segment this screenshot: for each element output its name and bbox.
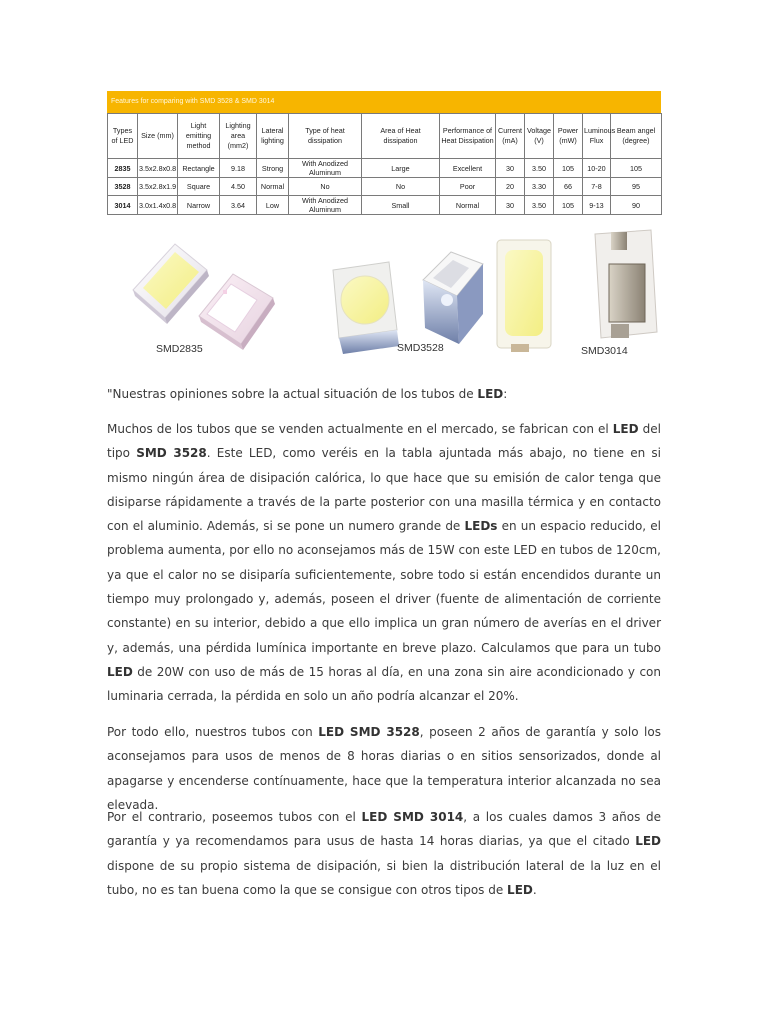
smd2835-back-chip-image — [199, 274, 275, 350]
table-cell: Small — [362, 196, 440, 215]
paragraph-2 — [107, 720, 661, 817]
bold-term: LED — [507, 882, 533, 897]
bold-term: LEDs — [464, 519, 498, 534]
table-cell: 3528 — [108, 178, 138, 196]
text-run: de 20W con uso de más de 15 horas al día, en una zona sin aire acondicionado y con luminaria cerrada, la pérdida en solo un año podría alcanzar el 20%. — [107, 664, 661, 704]
paragraph-3 — [107, 805, 661, 902]
table-cell: Normal — [440, 196, 496, 215]
comparison-table-image — [107, 91, 661, 214]
column-header: Luminous Flux — [583, 114, 611, 159]
column-header: Beam angel (degree) — [611, 114, 662, 159]
led-photos — [107, 228, 663, 364]
table-cell: 105 — [554, 159, 583, 178]
table-cell: With Anodized Aluminum — [289, 196, 362, 215]
text-run: . — [532, 882, 537, 897]
table-cell: 30 — [496, 196, 525, 215]
column-header: Light emitting method — [178, 114, 220, 159]
table-cell: 95 — [611, 178, 662, 196]
table-cell: Excellent — [440, 159, 496, 178]
table-cell: Square — [178, 178, 220, 196]
text-run: , a los cuales damos 3 años de garantía y ya recomendamos para usus de hasta 14 horas diarias, ya que el citado — [107, 810, 661, 849]
table-cell: 3.0x1.4x0.8 — [138, 196, 178, 215]
table-header-row — [108, 114, 662, 159]
table-cell: Large — [362, 159, 440, 178]
table-cell: 30 — [496, 159, 525, 178]
photo-label-smd2835: SMD2835 — [156, 343, 203, 355]
table-header-bar: Features for comparing with SMD 3528 & SMD 3014 — [107, 91, 661, 113]
smd3014-back-chip-image — [595, 230, 657, 338]
text-run: . Este LED, como veréis en la tabla ajuntada más abajo, no tiene en si mismo ningún área de disipación calórica, lo que hace que su emisión de calor tenga que disiparse rápidamente a través de la parte posterior con una masilla térmica y en contacto con el aluminio. Además, si se pone un numero grande de — [107, 446, 661, 534]
smd2835-front-chip-image — [133, 244, 209, 324]
column-header: Lighting area (mm2) — [220, 114, 257, 159]
table-cell: 3.5x2.8x0.8 — [138, 159, 178, 178]
text-run: : — [503, 387, 508, 401]
column-header: Voltage (V) — [525, 114, 554, 159]
smd3014-front-chip-image — [497, 240, 551, 352]
table-cell: 7-8 — [583, 178, 611, 196]
text-run: del tipo — [107, 422, 661, 461]
table-cell: Strong — [257, 159, 289, 178]
table-cell: 2835 — [108, 159, 138, 178]
table-cell: Low — [257, 196, 289, 215]
table-cell: With Anodized Aluminum — [289, 159, 362, 178]
column-header: Type of heat dissipation — [289, 114, 362, 159]
intro-paragraph — [107, 382, 661, 406]
column-header: Performance of Heat Dissipation — [440, 114, 496, 159]
table-cell: 9.18 — [220, 159, 257, 178]
bold-term: LED — [612, 422, 639, 436]
table-cell: 3014 — [108, 196, 138, 215]
bold-term: SMD 3528 — [136, 446, 207, 461]
bold-term: LED — [107, 664, 133, 679]
text-run: Por todo ello, nuestros tubos con — [107, 725, 319, 739]
table-cell: Poor — [440, 178, 496, 196]
comparison-table — [107, 113, 662, 215]
column-header: Area of Heat dissipation — [362, 114, 440, 159]
photo-label-smd3014: SMD3014 — [581, 345, 628, 357]
bold-term: LED — [635, 834, 661, 849]
intro-line — [107, 382, 661, 406]
table-cell: 105 — [554, 196, 583, 215]
table-cell: No — [289, 178, 362, 196]
table-cell: 90 — [611, 196, 662, 215]
column-header: Size (mm) — [138, 114, 178, 159]
table-cell: 3.30 — [525, 178, 554, 196]
table-row — [108, 178, 662, 196]
smd3528-front-chip-image — [333, 262, 399, 354]
column-header: Lateral lighting — [257, 114, 289, 159]
table-cell: 9-13 — [583, 196, 611, 215]
table-cell: 3.64 — [220, 196, 257, 215]
table-cell: Normal — [257, 178, 289, 196]
table-cell: 3.50 — [525, 196, 554, 215]
column-header: Power (mW) — [554, 114, 583, 159]
paragraph-2-text — [107, 720, 661, 817]
column-header: Types of LED — [108, 114, 138, 159]
text-run: en un espacio reducido, el problema aumenta, por ello no aconsejamos más de 15W con este LED en tubos de 120cm, ya que el calor no se disiparía suficientemente, sobre todo si están encendidos durante un tiempo muy prolongado y, además, poseen el driver (fuente de alimentación de corriente constante) en su interior, debido a que ello implica un gran número de averías en el driver y, además, una pérdida lumínica importante en breve plazo. Calculamos que para un tubo — [107, 519, 661, 655]
smd3528-back-chip-image — [423, 252, 483, 344]
text-run: , poseen 2 años de garantía y solo los aconsejamos para usos de menos de 8 horas diarias o en sitios sensorizados, donde al apagarse y encenderse contínuamente, hace que la temperatura interior alcanzada no sea elevada. — [107, 725, 661, 812]
table-cell: 4.50 — [220, 178, 257, 196]
table-cell: 3.5x2.8x1.9 — [138, 178, 178, 196]
table-cell: 105 — [611, 159, 662, 178]
paragraph-1-text — [107, 417, 661, 709]
text-run: Por el contrario, poseemos tubos con el — [107, 810, 362, 824]
text-run: dispone de su propio sistema de disipación, si bien la distribución lateral de la luz en el tubo, no es tan buena como la que se consigue con otros tipos de — [107, 858, 661, 897]
table-cell: Narrow — [178, 196, 220, 215]
bold-term: LED SMD 3528 — [318, 725, 420, 739]
table-cell: No — [362, 178, 440, 196]
paragraph-1 — [107, 417, 661, 709]
bold-term: LED — [477, 387, 504, 401]
table-cell: 66 — [554, 178, 583, 196]
photo-label-smd3528: SMD3528 — [397, 342, 444, 354]
table-cell: Rectangle — [178, 159, 220, 178]
table-cell: 20 — [496, 178, 525, 196]
column-header: Current (mA) — [496, 114, 525, 159]
table-cell: 10-20 — [583, 159, 611, 178]
table-row — [108, 159, 662, 178]
text-run: "Nuestras opiniones sobre la actual situación de los tubos de — [107, 387, 478, 401]
table-row — [108, 196, 662, 215]
table-cell: 3.50 — [525, 159, 554, 178]
paragraph-3-text — [107, 805, 661, 902]
text-run: Muchos de los tubos que se venden actualmente en el mercado, se fabrican con el — [107, 422, 613, 436]
bold-term: LED SMD 3014 — [361, 810, 464, 824]
